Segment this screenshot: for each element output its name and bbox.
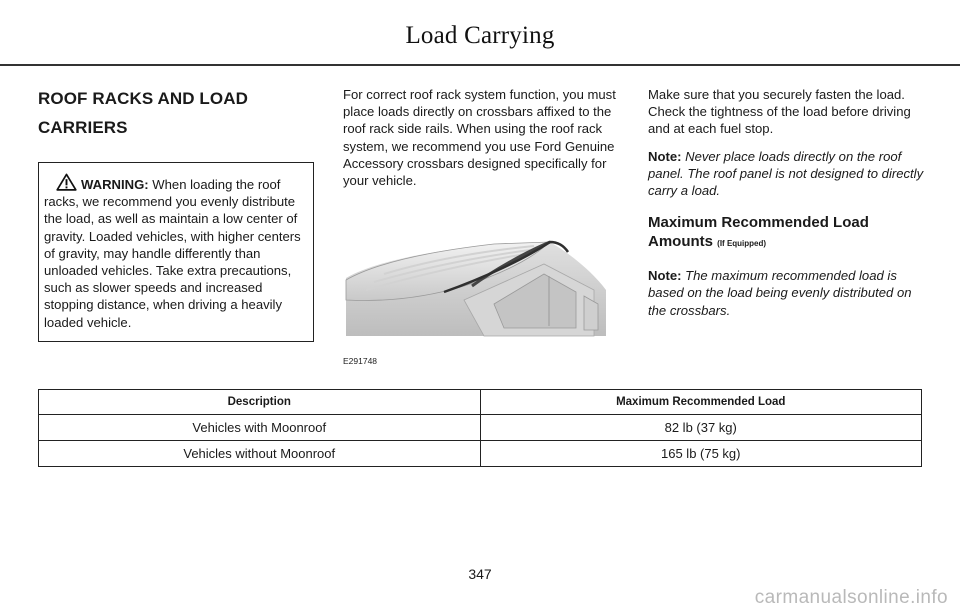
note-max-load: [648, 267, 928, 319]
section-heading-line-1: ROOF RACKS AND LOAD: [38, 89, 248, 108]
table-header-max-load: Maximum Recommended Load: [480, 390, 922, 415]
roof-rack-paragraph: For correct roof rack system function, you must place loads directly on crossbars affixed to the roof rack side rails. When using the roof rack system, we recommend you use Ford Genuine Accessory crossbars designed specifically for your vehicle.: [343, 87, 616, 189]
watermark: carmanualsonline.info: [754, 587, 948, 608]
warning-text: racks, we recommend you evenly distribute the load, as well as maintain a low center of gravity. Loaded vehicles, with higher centers of gravity, may handle differently than unloaded vehicles. Take extra precautions, such as slower speeds and increased stopping distance, when driving a heavily loaded vehicle.: [44, 194, 301, 330]
note-label: Note:: [648, 148, 682, 164]
header-divider: [0, 64, 960, 66]
table-row: [39, 441, 922, 467]
note-text: The maximum recommended load is based on the load being evenly distributed on the crossbars.: [648, 268, 912, 318]
if-equipped-qualifier: (If Equipped): [717, 239, 767, 249]
column-left: [38, 86, 314, 342]
max-load-heading-line-1: Maximum Recommended Load: [648, 214, 869, 232]
warning-label: WARNING:: [81, 177, 149, 192]
page-header-title: Load Carrying: [405, 22, 555, 49]
table-cell-description: Vehicles without Moonroof: [39, 441, 481, 467]
note-text: Never place loads directly on the roof panel. The roof panel is not designed to directly carry a load.: [648, 148, 924, 199]
column-right: [648, 86, 928, 319]
roof-rack-illustration: [344, 230, 606, 340]
table-header-description: Description: [39, 390, 481, 415]
max-load-heading: [648, 213, 928, 253]
figure-id: E291748: [343, 356, 378, 366]
note-label: Note:: [648, 268, 682, 284]
table-header-row: [39, 390, 922, 415]
max-load-heading-line-2: Amounts: [648, 233, 713, 251]
warning-triangle-icon: [56, 173, 77, 191]
table-row: [39, 415, 922, 441]
table-cell-load: 165 lb (75 kg): [480, 441, 922, 467]
warning-text-first: When loading the roof: [148, 177, 281, 192]
table-cell-load: 82 lb (37 kg): [480, 415, 922, 441]
max-load-table: [38, 389, 922, 467]
table-cell-description: Vehicles with Moonroof: [39, 415, 481, 441]
note-roof-panel: [648, 148, 928, 200]
column-middle: [343, 86, 620, 189]
page-number: 347: [468, 566, 492, 582]
warning-box: [38, 162, 314, 342]
section-heading-line-2: CARRIERS: [38, 118, 128, 137]
section-heading: [38, 86, 314, 140]
fasten-load-paragraph: Make sure that you securely fasten the load. Check the tightness of the load before driving and at each fuel stop.: [648, 87, 911, 137]
